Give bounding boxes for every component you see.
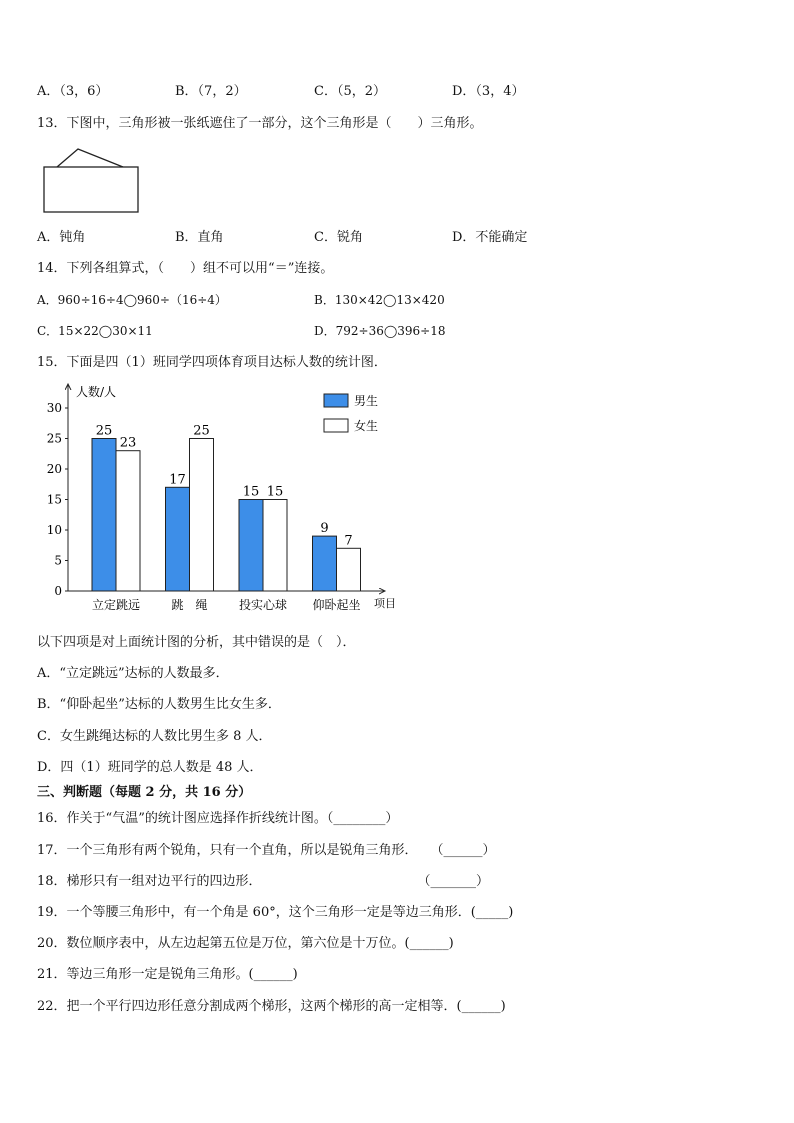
bar-boys [92, 439, 116, 592]
q15-option-d: D．四（1）班同学的总人数是 48 人． [37, 760, 263, 775]
q20: 20．数位顺序表中，从左边起第五位是万位，第六位是十万位。(______) [37, 936, 454, 951]
bar-value-label: 7 [344, 533, 353, 549]
bar-boys [239, 500, 263, 592]
category-label: 投实心球 [238, 598, 288, 612]
category-label: 立定跳远 [91, 598, 141, 612]
bar-value-label: 25 [193, 423, 210, 439]
q13-option-d: D．不能确定 [452, 230, 528, 245]
q15-option-b: B．“仰卧起坐”达标的人数男生比女生多． [37, 697, 281, 712]
q12-option-a: A．（3，6） [37, 84, 109, 99]
bar-value-label: 15 [242, 484, 260, 500]
bar-value-label: 9 [320, 521, 329, 537]
q17: 17．一个三角形有两个锐角，只有一个直角，所以是锐角三角形． （______） [37, 843, 496, 858]
y-tick-label: 5 [54, 553, 62, 568]
q15-stem: 15．下面是四（1）班同学四项体育项目达标人数的统计图． [37, 355, 387, 370]
q14-stem: 14．下列各组算式，（ ）组不可以用“＝”连接。 [37, 261, 334, 276]
x-axis-label: 项目 [374, 597, 396, 610]
section3-heading: 三、判断题（每题 2 分，共 16 分） [37, 785, 252, 800]
y-tick-label: 0 [54, 584, 62, 598]
legend-label: 女生 [354, 419, 379, 433]
q13-stem: 13．下图中，三角形被一张纸遮住了一部分，这个三角形是（ ）三角形。 [37, 116, 483, 131]
y-tick-label: 20 [46, 462, 62, 476]
q12-option-d: D．（3，4） [452, 84, 525, 99]
bar-girls [190, 439, 214, 592]
bar-value-label: 23 [119, 435, 137, 451]
q21: 21．等边三角形一定是锐角三角形。(______) [37, 967, 298, 982]
bar-girls [116, 451, 140, 591]
bar-boys [313, 536, 337, 591]
y-tick-label: 10 [46, 523, 62, 537]
q14-option-c: C．15×22◯30×11 [37, 324, 153, 338]
bar-girls [263, 500, 287, 592]
category-label: 跳 绳 [171, 598, 208, 612]
q12-option-c: C．（5，2） [314, 84, 386, 99]
bar-value-label: 17 [169, 472, 186, 488]
q15-option-a: A．“立定跳远”达标的人数最多． [37, 666, 229, 681]
bar-value-label: 25 [95, 423, 113, 439]
q13-figure [40, 145, 142, 215]
q15-analysis: 以下四项是对上面统计图的分析，其中错误的是（ ）． [37, 635, 356, 650]
q14-option-a: A．960÷16÷4◯960÷（16÷4） [37, 293, 227, 307]
legend-swatch [324, 394, 348, 407]
q14-option-b: B．130×42◯13×420 [314, 293, 445, 307]
y-axis-label: 人数/人 [76, 385, 117, 399]
y-tick-label: 25 [46, 431, 62, 446]
q18: 18．梯形只有一组对边平行的四边形． （_______） [37, 874, 490, 889]
q12-option-b: B．（7，2） [175, 84, 247, 99]
bar-boys [166, 487, 190, 591]
q19: 19．一个等腰三角形中，有一个角是 60°，这个三角形一定是等边三角形．(_____) [37, 905, 514, 920]
q22: 22．把一个平行四边形任意分割成两个梯形，这两个梯形的高一定相等．(______) [37, 999, 506, 1014]
y-tick-label: 15 [46, 492, 62, 507]
category-label: 仰卧起坐 [312, 598, 361, 612]
legend-label: 男生 [354, 394, 379, 408]
q15-option-c: C．女生跳绳达标的人数比男生多 8 人． [37, 729, 272, 744]
q13-option-c: C．锐角 [314, 230, 363, 245]
bar-chart [40, 378, 420, 618]
q16: 16．作关于“气温”的统计图应选择作折线统计图。（________） [37, 811, 399, 826]
bar-girls [337, 548, 361, 591]
q13-option-b: B．直角 [175, 230, 224, 245]
triangle-top [57, 149, 123, 167]
legend-swatch [324, 419, 348, 432]
bar-value-label: 15 [266, 484, 284, 500]
q14-option-d: D．792÷36◯396÷18 [314, 324, 446, 338]
q13-option-a: A．钝角 [37, 230, 86, 245]
covering-paper [44, 167, 138, 212]
y-tick-label: 30 [46, 401, 62, 415]
